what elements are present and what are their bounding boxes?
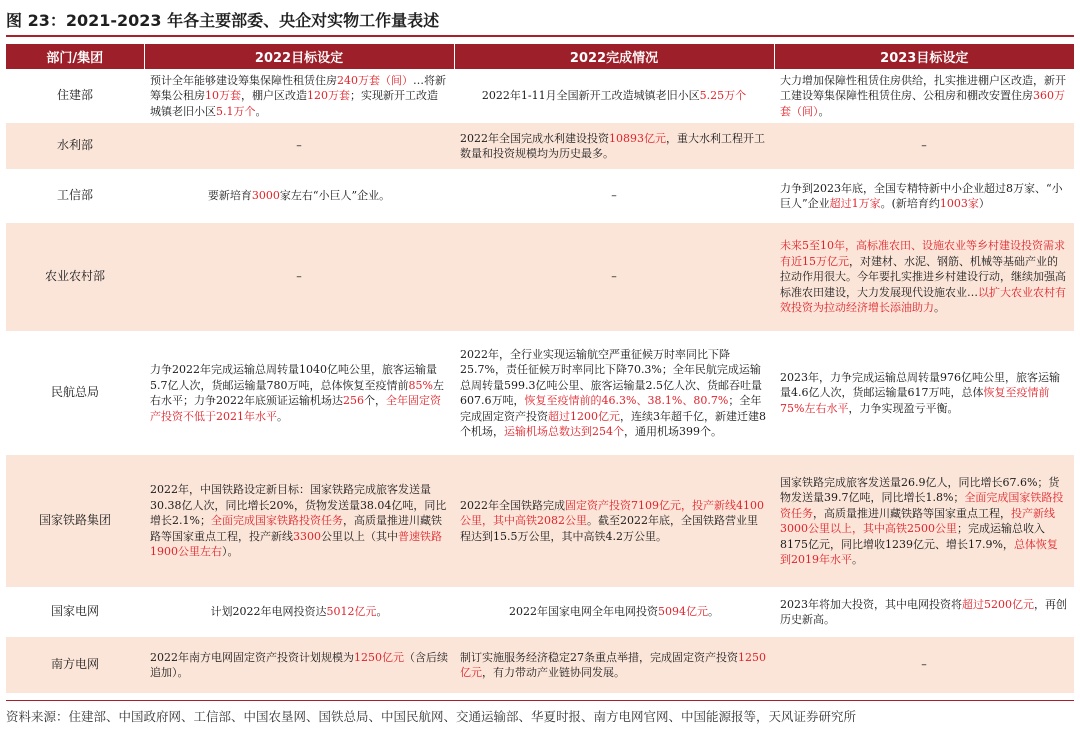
body-text: – (611, 189, 617, 203)
cell-2022-target (144, 455, 454, 587)
highlight-text: 120万套 (307, 89, 350, 103)
header-2022-target: 2022目标设定 (144, 44, 454, 69)
source-note: 资料来源：住建部、中国政府网、工信部、中国农垦网、国铁总局、中国民航网、交通运输部、华夏时报、南方电网官网、中国能源报等，天风证券研究所 (6, 709, 857, 724)
cell-2023-target (774, 123, 1074, 169)
cell-2022-result (454, 223, 774, 331)
highlight-text: 以扩大农业农村有效投资为拉动经济增长添油助力 (780, 285, 1066, 315)
body-text: 。截至2022年底，全国铁路营业里程达到15.5万公里，其中高铁4.2万公里。 (460, 514, 758, 543)
body-text: ，力争实现盈亏平衡。 (848, 401, 959, 415)
table-header-row (6, 44, 1074, 69)
cell-2022-result (454, 637, 774, 693)
highlight-text: 超过1万家 (829, 197, 881, 210)
highlight-text: 超过5200亿元 (962, 597, 1034, 611)
table-row (6, 455, 1074, 587)
body-text: 。 (255, 104, 267, 118)
body-text: 。 (277, 409, 288, 423)
body-text: 2022年1-11月全国新开工改造城镇老旧小区 (481, 89, 700, 103)
body-text: 预计全年能够建设筹集保障性租赁住房 (150, 73, 337, 87)
highlight-text: 3000 (251, 189, 280, 203)
body-text: 。(新培育约 (880, 197, 940, 210)
highlight-text: 1250亿元 (354, 650, 404, 664)
cell-2023-target (774, 69, 1074, 123)
cell-2023-target (774, 331, 1074, 455)
body-text: 家左右“小巨人”企业。 (279, 189, 391, 203)
highlight-text: 1250亿元 (460, 650, 766, 679)
body-text: ）。 (222, 545, 239, 559)
title-divider (6, 35, 1074, 37)
highlight-text: 10万套 (205, 89, 241, 103)
body-text: 力争2022年完成运输总周转量1040亿吨公里，旅客运输量5.7亿人次，货邮运输量780万吨，总体恢复至疫情前 (150, 363, 437, 392)
highlight-text: 85% (408, 378, 433, 392)
body-text: 国家铁路完成旅客发送量26.9亿人，同比增长67.6%；货物发送量39.7亿吨，同比增长1.8%； (780, 475, 1060, 504)
cell-2022-result (454, 69, 774, 123)
header-2022-result: 2022完成情况 (454, 44, 774, 69)
body-text: 2022年南方电网固定资产投资计划规模为 (150, 650, 354, 664)
table-row (6, 331, 1074, 455)
cell-2022-target (144, 637, 454, 693)
highlight-text: 恢复至疫情前的46.3%、38.1%、80.7% (524, 394, 729, 407)
dept-cell: 国家铁路集团 (6, 455, 144, 587)
highlight-text: 3300 (293, 529, 321, 543)
body-text: ，高质量推进川藏铁路等国家重点工程， (813, 506, 1011, 520)
highlight-text: 恢复至疫情前75%左右水平 (780, 386, 1050, 415)
body-text: ，对建材、水泥、钢筋、机械等基础产业的拉动作用很大。今年要扎实推进乡村建设行动，继续加强高标准农田建设，大力发展现代设施农业… (780, 254, 1066, 299)
body-text: …将新筹集公租房 (150, 73, 446, 103)
highlight-text: 1003家 (939, 197, 979, 210)
highlight-text: 5.1万个 (216, 104, 256, 118)
dept-cell: 民航总局 (50, 385, 99, 400)
cell-2022-target (144, 69, 454, 123)
cell-2022-target (144, 331, 454, 455)
cell-2023-target (774, 223, 1074, 331)
cell-2022-result (454, 455, 774, 587)
dept-cell: 水利部 (6, 123, 144, 169)
body-text: – (921, 139, 927, 153)
cell-2022-target (144, 223, 454, 331)
figure-title: 图 23：2021-2023 年各主要部委、央企对实物工作量表述 (6, 11, 440, 30)
body-text: – (296, 139, 302, 153)
cell-2022-result (454, 169, 774, 223)
body-text: ，高质量推进川藏铁路等国家重点工程，投产新线 (150, 514, 442, 543)
body-text: ，棚户区改造 (241, 89, 307, 103)
cell-2023-target (774, 587, 1074, 637)
body-text: 力争到2023年底，全国专精特新中小企业超过8万家、“小巨人”企业 (780, 181, 1063, 210)
dept-cell: 南方电网 (6, 637, 144, 693)
table-row (6, 69, 1074, 123)
cell-2023-target (774, 455, 1074, 587)
body-text: 制订实施服务经济稳定27条重点举措，完成固定资产投资 (460, 650, 738, 664)
dept-cell: 住建部 (56, 88, 93, 103)
body-text: 2022年，全行业实现运输航空严重征候万时率同比下降25.7%，责任征候万时率同比下降70.3%；全年民航完成运输总周转量599.3亿吨公里、旅客运输量2.5亿人次、货邮吞吐量607.6万吨， (460, 347, 762, 407)
body-text: ，有力带动产业链协同发展。 (482, 666, 625, 679)
highlight-text: 运输机场总数达到254个 (504, 425, 624, 438)
cell-2023-target (774, 637, 1074, 693)
cell-2022-result (454, 587, 774, 637)
body-text: 2023年将加大投资，其中电网投资将 (780, 597, 962, 611)
body-text: 大力增加保障性租赁住房供给，扎实推进棚户区改造，新开工建设筹集保障性租赁住房、公租房和棚改安置住房 (780, 73, 1066, 103)
body-text: 左右水平；力争2022年底颁证运输机场达 (150, 378, 444, 407)
cell-2022-result (454, 123, 774, 169)
body-text: 2022年全国铁路完成 (460, 498, 565, 512)
cell-2023-target (774, 169, 1074, 223)
body-text: （含后续追加）。 (150, 650, 448, 679)
highlight-text: 固定资产投资7109亿元，投产新线4100公里，其中高铁2082公里 (460, 498, 764, 528)
header-department: 部门/集团 (6, 44, 144, 69)
cell-2022-target (144, 587, 454, 637)
table-row (6, 637, 1074, 693)
body-text: 。 (934, 301, 945, 315)
highlight-text: 240万套（间） (337, 73, 413, 87)
body-text: ） (978, 197, 990, 210)
highlight-text: 总体恢复到2019年水平 (780, 537, 1058, 566)
highlight-text: 全面完成国家铁路投资任务 (210, 514, 343, 528)
highlight-text: 超过1200亿元 (548, 409, 620, 423)
table-row (6, 223, 1074, 331)
table-row (6, 587, 1074, 637)
highlight-text: 未来5至10年，高标准农田、设施农业等乡村建设投资需求有近15万亿元 (780, 239, 1065, 268)
highlight-text: 5.25万个 (699, 89, 747, 103)
footer-divider (6, 700, 1074, 701)
highlight-text: 投产新线3000公里以上，其中高铁2500公里 (780, 506, 1055, 535)
body-text: ；实现新开工改造城镇老旧小区 (150, 89, 438, 118)
table-row (6, 123, 1074, 169)
highlight-text: 5012亿元 (326, 605, 377, 619)
body-text: 2022年全国完成水利建设投资 (460, 131, 609, 145)
body-text: ，连续3年超千亿，新建迁建8个机场， (460, 409, 766, 438)
ministry-targets-table (6, 44, 1074, 693)
highlight-text: 全年固定资产投资不低于2021年水平 (150, 394, 441, 423)
dept-cell: 工信部 (56, 188, 93, 203)
cell-2022-result (454, 331, 774, 455)
header-2023-target: 2023目标设定 (774, 44, 1074, 69)
highlight-text: 10893亿元 (609, 131, 666, 145)
body-text: ；完成运输总收入8175亿元，同比增收1239亿元、增长17.9%， (780, 522, 1045, 551)
highlight-text: 360万套（间） (780, 89, 1065, 118)
body-text: 计划2022年电网投资达 (210, 605, 327, 619)
body-text: – (296, 270, 302, 284)
body-text: ；全年完成固定资产投资 (460, 394, 762, 423)
body-text: 。 (852, 553, 863, 566)
cell-2022-target (144, 169, 454, 223)
body-text: – (921, 658, 927, 672)
body-text: 。 (708, 605, 719, 619)
highlight-text: 256 (343, 394, 364, 407)
highlight-text: 全面完成国家铁路投资任务 (780, 491, 1064, 520)
body-text: 2022年，中国铁路设定新目标：国家铁路完成旅客发送量30.38亿人次，同比增长20%，货物发送量38.04亿吨，同比增长2.1%； (150, 483, 447, 528)
body-text: 个， (364, 394, 386, 407)
highlight-text: 5094亿元 (658, 605, 708, 619)
body-text: 2022年国家电网全年电网投资 (509, 605, 658, 619)
body-text: – (611, 270, 617, 284)
body-text: 公里以上（其中 (321, 529, 398, 543)
dept-cell: 国家电网 (50, 604, 99, 619)
highlight-text: 普速铁路1900公里左右 (150, 529, 442, 559)
body-text: ，通用机场399个。 (624, 425, 722, 438)
body-text: ，再创历史新高。 (780, 597, 1067, 626)
body-text: 2023年，力争完成运输总周转量976亿吨公里，旅客运输量4.6亿人次，货邮运输量617万吨，总体 (780, 370, 1060, 400)
dept-cell: 农业农村部 (6, 223, 144, 331)
body-text: 要新培育 (207, 189, 252, 203)
cell-2022-target (144, 123, 454, 169)
table-row (6, 169, 1074, 223)
body-text: 。 (818, 104, 830, 118)
body-text: 。 (376, 605, 388, 619)
body-text: ，重大水利工程开工数量和投资规模均为历史最多。 (460, 131, 765, 160)
